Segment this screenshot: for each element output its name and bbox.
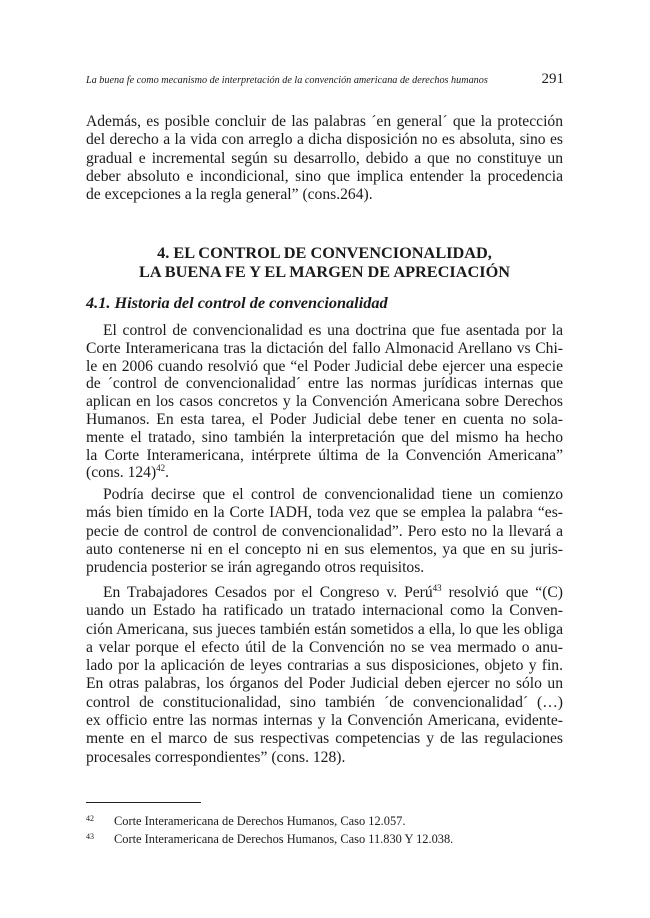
text-line: ción Americana, sus jueces también están sometidos a ella, lo que les obliga [86,620,563,638]
running-header-title: La buena fe como mecanismo de interpretación de la convención americana de derechos humanos [86,75,488,86]
paragraph-1 [86,113,563,204]
text-line: procesales correspondientes” (cons. 128). [86,748,346,766]
paragraph-2 [86,322,563,482]
footnote-number: 42 [86,814,94,823]
paragraph-3 [86,486,563,577]
text-segment: En Trabajadores Cesados por el Congreso v. Perú [103,584,433,601]
page-number: 291 [541,71,564,87]
footnote-text: Corte Interamericana de Derechos Humanos, Caso 12.057. [114,814,406,828]
text-line: uando un Estado ha ratificado un tratado internacional como la Conven- [86,602,563,620]
footnote-42 [86,814,563,829]
text-line: Además, es posible concluir de las palabras ´en general´ que la protección [86,113,563,130]
text-line [86,464,563,482]
text-line: Corte Interamericana tras la dictación del fallo Almonacid Arellano vs Chi- [86,339,563,357]
text-line: gradual e incremental según su desarrollo, debido a que no constituye un [86,149,563,167]
text-segment: . [165,464,170,482]
text-line: deber absoluto e incondicional, sino que implica entender la procedencia [86,167,563,185]
text-segment: (cons. 124) [86,464,157,482]
footnote-text: Corte Interamericana de Derechos Humanos, Caso 11.830 Y 12.038. [114,832,454,846]
text-line: pecie de control de control de convencionalidad”. Pero esto no la llevará a [86,522,563,540]
text-line [86,584,563,602]
text-line: Podría decirse que el control de convencionalidad tiene un comienzo [103,486,563,503]
footnote-43 [86,832,563,847]
text-line: del derecho a la vida con arreglo a dicha disposición no es absoluta, sino es [86,131,563,149]
footnote-ref-42[interactable]: 42 [156,463,166,474]
text-line: control de constitucionalidad, sino también ´de convencionalidad´ (…) [86,693,563,711]
text-line: mente en el marco de sus respectivas competencias y de las regulaciones [86,730,563,748]
text-line: auto contenerse ni en el concepto ni en sus elementos, ya que en su juris- [86,540,563,558]
text-line: En otras palabras, los órganos del Poder Judicial deben ejercer no sólo un [86,675,563,693]
text-line: la Corte Interamericana, intérprete última de la Convención Americana” [86,446,563,464]
text-line: de excepciones a la regla general” (cons.264). [86,186,373,204]
text-line: mente el tratado, sino también la interpretación que del mismo ha hecho [86,428,563,446]
text-line: Humanos. En esta tarea, el Poder Judicial debe tener en cuenta no sola- [86,410,563,428]
text-line: ex officio entre las normas internas y la Convención Americana, evidente- [86,712,563,730]
paragraph-4 [86,584,563,767]
footnote-separator [86,802,201,803]
text-line: lado por la aplicación de leyes contrarias a sus disposiciones, objeto y fin. [86,657,563,675]
text-line: prudencia posterior se irán agregando otros requisitos. [86,559,425,577]
section-heading-line-1: 4. EL CONTROL DE CONVENCIONALIDAD, [157,243,492,262]
text-line: a velar porque el efecto útil de la Convención no se vea mermado o anu- [86,638,563,656]
text-line: aplican en los casos concretos y la Convención Americana sobre Derechos [86,393,563,411]
text-line: El control de convencionalidad es una doctrina que fue asentada por la [103,322,563,339]
footnote-ref-43[interactable]: 43 [432,582,442,593]
subsection-heading: 4.1. Historia del control de convencionalidad [86,293,388,312]
section-heading-line-2: LA BUENA FE Y EL MARGEN DE APRECIACIÓN [138,262,511,281]
text-line: de ´control de convencionalidad´ entre las normas jurídicas internas que [86,375,563,393]
text-line: le en 2006 cuando resolvió que “el Poder Judicial debe ejercer una especie [86,357,563,375]
text-line: más bien tímido en la Corte IADH, toda vez que se emplea la palabra “es- [86,504,563,522]
text-segment: resolvió que “(C) [441,584,563,601]
footnote-number: 43 [86,832,94,841]
